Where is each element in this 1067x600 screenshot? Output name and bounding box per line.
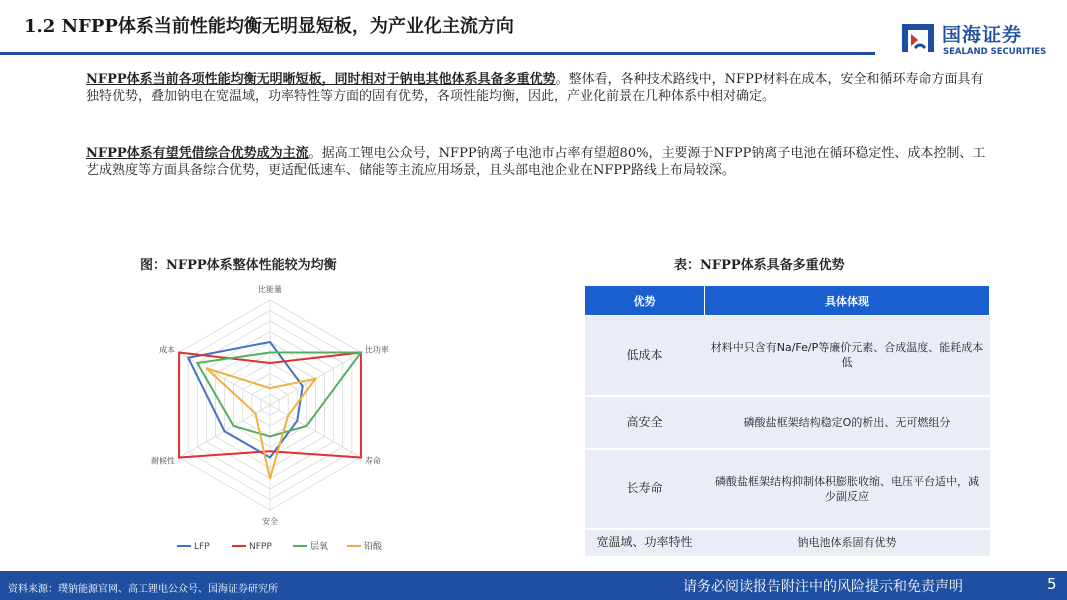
paragraph-2-lead: NFPP体系有望凭借综合优势成为主流 [86, 146, 309, 161]
paragraph-1-body: 。整体看，各种技术路线中，NFPP材料在成本，安全和循环寿命方面具有独特优势，叠加钠电在宽温域，功率特性等方面的固有优势，各项性能均衡，因此，产业化前景在几种体系中相对确定。 [86, 72, 984, 104]
table-row [585, 316, 990, 396]
footer-bar [0, 571, 1067, 600]
radar-chart [115, 280, 425, 555]
title-rule [0, 52, 875, 55]
radar-axis-label: 寿命 [364, 456, 381, 466]
paragraph-1 [86, 71, 986, 105]
legend-label: 层氧 [310, 542, 329, 552]
table-header-row [585, 286, 990, 316]
table-cell-detail: 钠电池体系固有优势 [705, 529, 990, 557]
paragraph-1-lead: NFPP体系当前各项性能均衡无明晰短板，同时相对于钠电其他体系具备多重优势 [86, 72, 556, 87]
radar-axis-label: 比功率 [364, 345, 389, 355]
figure-caption: 图：NFPP体系整体性能较为均衡 [140, 258, 337, 273]
table-cell-advantage: 高安全 [585, 396, 705, 449]
table-row [585, 449, 990, 529]
table-row [585, 396, 990, 449]
table-cell-detail: 磷酸盐框架结构抑制体积膨胀收缩、电压平台适中，减少副反应 [705, 449, 990, 529]
radar-axis-label: 比能量 [258, 285, 282, 294]
footer-source: 资料来源：璞钠能源官网、高工锂电公众号、国海证券研究所 [8, 584, 278, 595]
paragraph-2 [86, 145, 986, 179]
table-cell-advantage: 宽温域、功率特性 [585, 529, 705, 557]
table-caption: 表：NFPP体系具备多重优势 [674, 258, 845, 273]
table-cell-detail: 磷酸盐框架结构稳定O的析出、无可燃组分 [705, 396, 990, 449]
logo-text-en: SEALAND SECURITIES [943, 47, 1047, 57]
company-logo [900, 20, 1050, 60]
table-header-detail: 具体体现 [705, 286, 990, 316]
footer-disclaimer: 请务必阅读报告附注中的风险提示和免责声明 [683, 579, 963, 595]
radar-axis-label: 成本 [159, 345, 176, 355]
sealand-logo-icon [900, 20, 936, 56]
table-cell-advantage: 长寿命 [585, 449, 705, 529]
legend-label: NFPP [249, 542, 272, 552]
radar-axis-label: 安全 [262, 517, 278, 526]
page-title: 1.2 NFPP体系当前性能均衡无明显短板，为产业化主流方向 [24, 16, 514, 37]
table-row [585, 529, 990, 557]
advantages-table [584, 285, 990, 558]
table-cell-advantage: 低成本 [585, 316, 705, 396]
page-number: 5 [1047, 575, 1057, 593]
paragraph-2-body: 。据高工锂电公众号，NFPP钠离子电池市占率有望超80%，主要源于NFPP钠离子电池在循环稳定性、成本控制、工艺成熟度等方面具备综合优势，更适配低速车、储能等主流应用场景，且头部电池企业在NFPP路线上布局较深。 [86, 146, 986, 178]
table-cell-detail: 材料中只含有Na/Fe/P等廉价元素、合成温度、能耗成本低 [705, 316, 990, 396]
table-header-advantage: 优势 [585, 286, 705, 316]
legend-label: LFP [194, 542, 210, 552]
radar-axis-label: 耐候性 [151, 456, 176, 466]
logo-text-cn: 国海证券 [942, 24, 1023, 46]
legend-label: 铅酸 [364, 542, 383, 552]
